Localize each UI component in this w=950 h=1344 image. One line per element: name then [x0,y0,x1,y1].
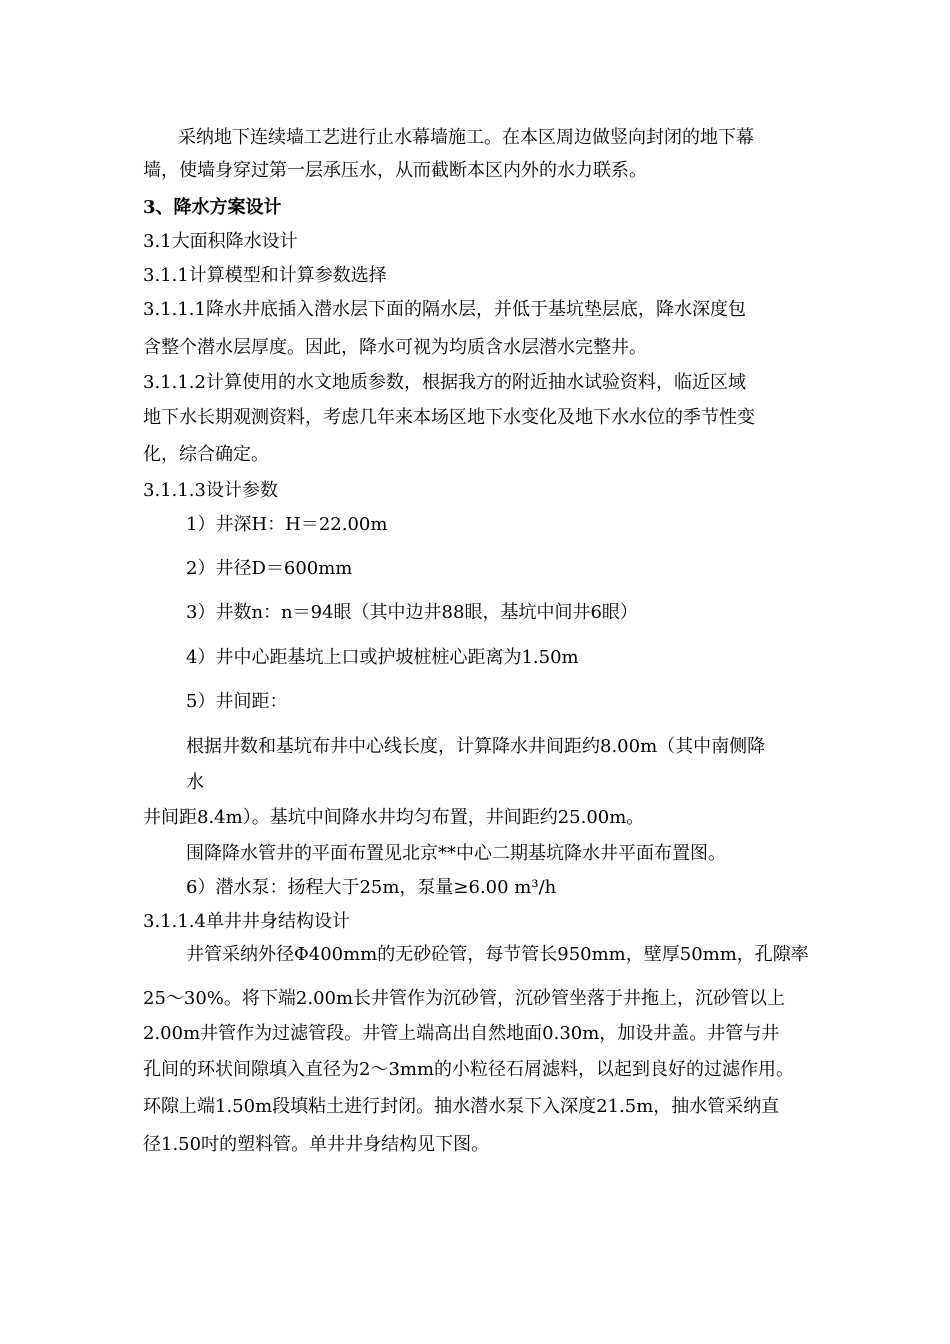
paragraph-line: 孔间的环状间隙填入直径为2～3mm的小粒径石屑滤料，以起到良好的过滤作用。 [143,1059,795,1080]
paragraph-line: 采纳地下连续墙工艺进行止水幕墙施工。在本区周边做竖向封闭的地下幕 [178,127,754,148]
subsection-heading: 3.1大面积降水设计 [143,231,298,252]
paragraph-line: 环隙上端1.50m段填粘土进行封闭。抽水潜水泵下入深度21.5m，抽水管采纳直 [143,1096,780,1117]
list-item: 4）井中心距基坑上口或护坡桩桩心距离为1.50m [186,647,579,668]
list-item: 1）井深H：H＝22.00m [186,514,388,535]
paragraph-line: 根据井数和基坑布井中心线长度，计算降水井间距约8.00m（其中南侧降 [186,736,766,757]
paragraph-line: 井管采纳外径Φ400mm的无砂砼管，每节管长950mm，壁厚50mm，孔隙率 [186,944,809,965]
subsection-heading: 3.1.1.4单井井身结构设计 [143,911,350,932]
list-item: 3）井数n：n＝94眼（其中边井88眼，基坑中间井6眼） [186,602,638,623]
list-item: 5）井间距： [186,691,288,712]
paragraph-line: 井间距8.4m）。基坑中间降水井均匀布置，井间距约25.00m。 [143,807,645,828]
paragraph-line: 水 [186,772,204,793]
paragraph-line: 径1.50吋的塑料管。单井井身结构见下图。 [143,1134,490,1155]
paragraph-line: 化，综合确定。 [143,444,269,465]
paragraph-line: 2.00m井管作为过滤管段。井管上端高出自然地面0.30m，加设井盖。井管与井 [143,1023,780,1044]
paragraph-line: 围降降水管井的平面布置见北京**中心二期基坑降水井平面布置图。 [186,843,726,864]
paragraph-line: 25～30%。将下端2.00m长井管作为沉砂管，沉砂管坐落于井拖上，沉砂管以上 [143,988,786,1009]
subsection-heading: 3.1.1计算模型和计算参数选择 [143,265,387,286]
paragraph-line: 墙，使墙身穿过第一层承压水，从而截断本区内外的水力联系。 [143,160,647,181]
subsection-heading: 3.1.1.3设计参数 [143,480,278,501]
list-item: 2）井径D＝600mm [186,558,353,579]
paragraph-line: 地下水长期观测资料，考虑几年来本场区地下水变化及地下水水位的季节性变 [143,407,755,428]
section-heading: 3、降水方案设计 [143,197,282,218]
paragraph-line: 3.1.1.1降水井底插入潜水层下面的隔水层，并低于基坑垫层底，降水深度包 [143,299,746,320]
paragraph-line: 3.1.1.2计算使用的水文地质参数，根据我方的附近抽水试验资料，临近区域 [143,372,746,393]
list-item: 6）潜水泵：扬程大于25m，泵量≥6.00 m³/h [186,877,557,898]
paragraph-line: 含整个潜水层厚度。因此，降水可视为均质含水层潜水完整井。 [143,337,647,358]
